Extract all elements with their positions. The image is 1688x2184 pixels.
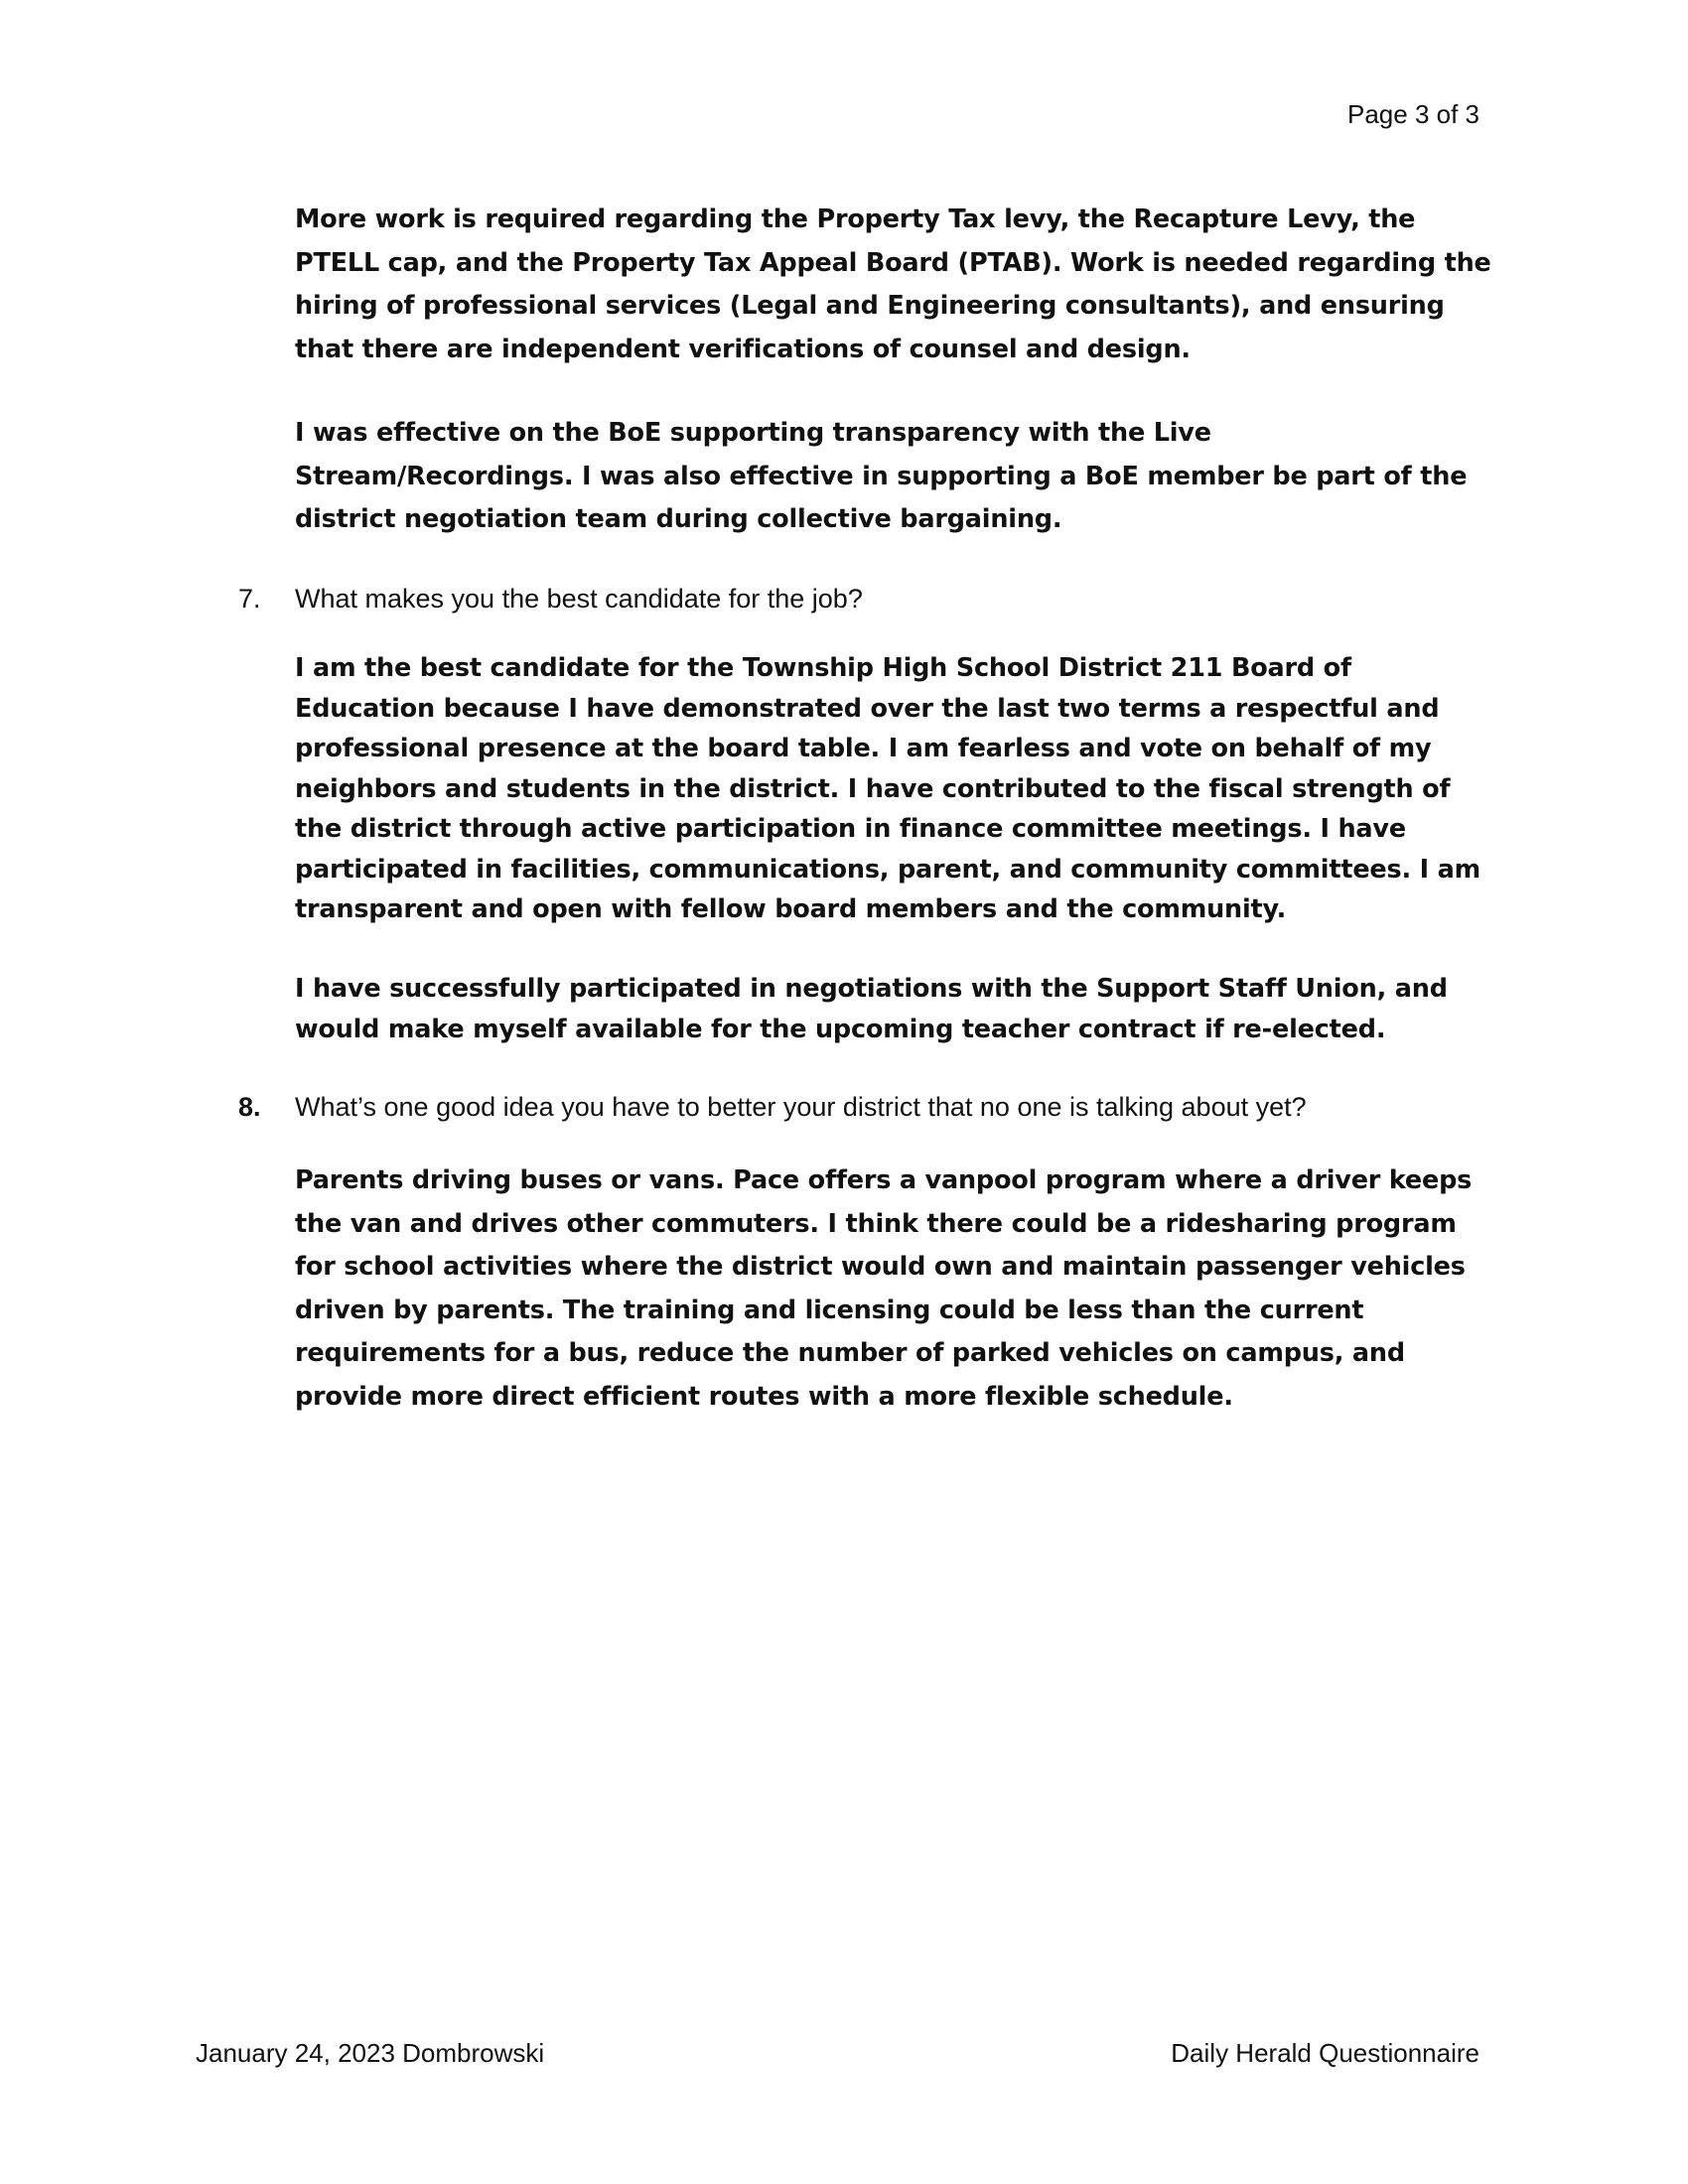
continued-answer-2	[295, 412, 1496, 542]
answer-paragraph: I am the best candidate for the Township High School District 211 Board of Education because I have demonstrated over the last two terms a respectful and professional presence at the board table. I am fearless and vote on behalf of my neighbors and students in the district. I have contributed to the fiscal strength of the district through active participation in finance committee meetings. I have participated in facilities, communications, parent, and community committees. I am transparent and open with fellow board members and the community.	[295, 653, 1480, 924]
question-number: 7.	[238, 584, 261, 614]
question-text: What’s one good idea you have to better your district that no one is talking about yet?	[295, 1092, 1307, 1122]
answer-paragraph: I have successfully participated in negotiations with the Support Staff Union, and would make myself available for the upcoming teacher contract if re-elected.	[295, 974, 1448, 1044]
continued-answer-1	[295, 199, 1496, 371]
answer-paragraph: I was effective on the BoE supporting transparency with the Live Stream/Recordings. I was also effective in supporting a BoE member be part of the district negotiation team during collective bargaining.	[295, 418, 1468, 534]
answer-paragraph: More work is required regarding the Property Tax levy, the Recapture Levy, the PTELL cap, and the Property Tax Appeal Board (PTAB). Work is needed regarding the hiring of professional services (Legal and Engineering consultants), and ensuring that there are independent verifications of counsel and design.	[295, 205, 1491, 364]
question-number: 8.	[238, 1092, 261, 1122]
question-8-answer-1	[295, 1160, 1496, 1419]
footer-publication: Daily Herald Questionnaire	[1171, 2038, 1479, 2068]
footer-date-author: January 24, 2023 Dombrowski	[196, 2038, 545, 2068]
question-7-answer-1	[295, 648, 1496, 930]
question-text: What makes you the best candidate for the job?	[295, 584, 863, 614]
question-7-answer-2	[295, 969, 1496, 1049]
answer-paragraph: Parents driving buses or vans. Pace offers a vanpool program where a driver keeps the van and drives other commuters. I think there could be a ridesharing program for school activities where the district would own and maintain passenger vehicles driven by parents. The training and licensing could be less than the current requirements for a bus, reduce the number of parked vehicles on campus, and provide more direct efficient routes with a more flexible schedule.	[295, 1165, 1473, 1412]
page-number: Page 3 of 3	[1347, 99, 1479, 129]
